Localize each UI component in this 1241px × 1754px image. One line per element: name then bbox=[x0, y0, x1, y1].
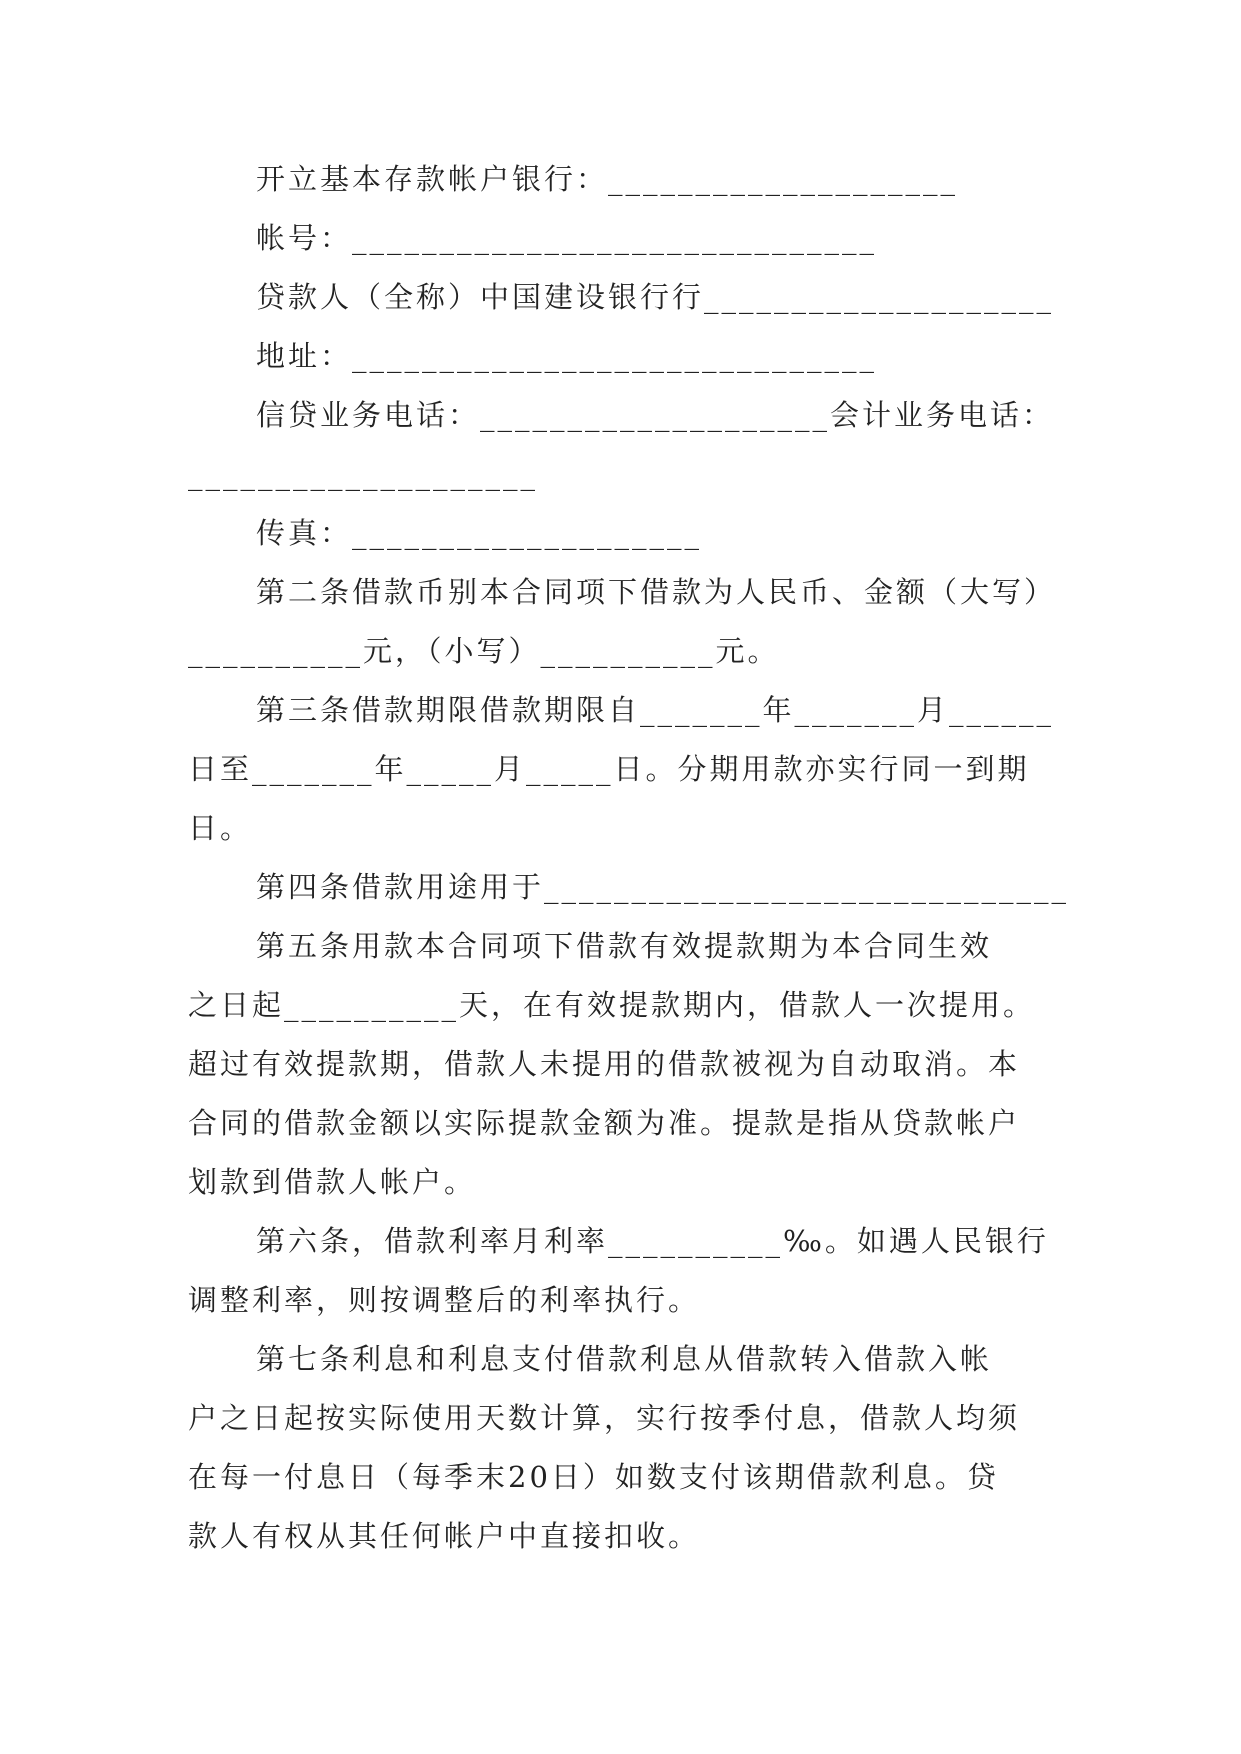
phone-line: 信贷业务电话：____________________会计业务电话： bbox=[256, 398, 1055, 432]
article-5-line-3: 超过有效提款期，借款人未提用的借款被视为自动取消。本 bbox=[188, 1047, 1021, 1081]
article-7-line-1: 第七条利息和利息支付借款利息从借款转入借款入帐 bbox=[256, 1342, 993, 1376]
article-7-line-4: 款人有权从其任何帐户中直接扣收。 bbox=[188, 1519, 701, 1553]
account-number-line: 帐号：______________________________ bbox=[256, 221, 878, 255]
document-body bbox=[188, 150, 1070, 1566]
article-7-line-2: 户之日起按实际使用天数计算，实行按季付息，借款人均须 bbox=[188, 1401, 1021, 1435]
article-5-line-2: 之日起__________天，在有效提款期内，借款人一次提用。 bbox=[188, 988, 1036, 1022]
article-5-line-1: 第五条用款本合同项下借款有效提款期为本合同生效 bbox=[256, 929, 993, 963]
article-5-line-5: 划款到借款人帐户。 bbox=[188, 1165, 477, 1199]
article-4-line: 第四条借款用途用于______________________________ bbox=[256, 870, 1070, 904]
article-6-line-2: 调整利率，则按调整后的利率执行。 bbox=[188, 1283, 701, 1317]
article-6-line-1: 第六条，借款利率月利率__________‰。如遇人民银行 bbox=[256, 1224, 1049, 1258]
article-3-line-3: 日。 bbox=[188, 811, 253, 845]
fax-line: 传真：____________________ bbox=[256, 516, 703, 550]
basic-account-bank-line: 开立基本存款帐户银行：____________________ bbox=[256, 162, 959, 196]
phone-line-continued: ____________________ bbox=[188, 457, 538, 491]
article-2-line-1: 第二条借款币别本合同项下借款为人民币、金额（大写） bbox=[256, 575, 1057, 609]
address-line: 地址：______________________________ bbox=[256, 339, 878, 373]
article-3-line-1: 第三条借款期限借款期限自_______年_______月______ bbox=[256, 693, 1055, 727]
article-7-line-3: 在每一付息日（每季末20日）如数支付该期借款利息。贷 bbox=[188, 1460, 999, 1494]
article-2-line-2: __________元，（小写）__________元。 bbox=[188, 634, 780, 668]
lender-name-line: 贷款人（全称）中国建设银行行____________________ bbox=[256, 280, 1055, 314]
article-5-line-4: 合同的借款金额以实际提款金额为准。提款是指从贷款帐户 bbox=[188, 1106, 1021, 1140]
article-3-line-2: 日至_______年_____月_____日。分期用款亦实行同一到期 bbox=[188, 752, 1030, 786]
